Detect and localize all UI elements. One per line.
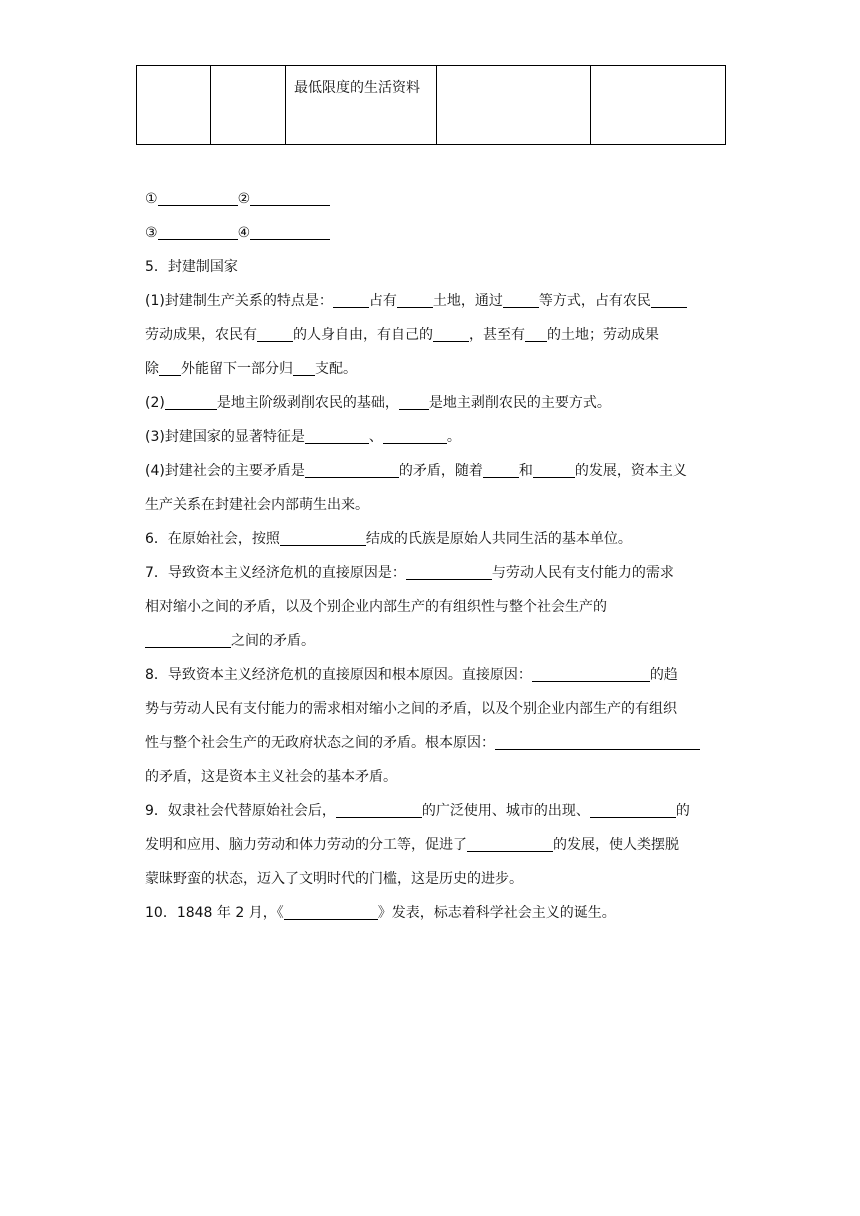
question-text: 与劳动人民有支付能力的需求 <box>491 565 674 581</box>
blank-field[interactable] <box>467 835 553 852</box>
blank-field[interactable] <box>590 801 676 818</box>
question-text: 。 <box>446 429 461 445</box>
question-content <box>145 182 725 930</box>
question-5-1-line-1 <box>145 284 725 318</box>
table-row <box>137 66 726 145</box>
blank-field[interactable] <box>145 631 231 648</box>
question-5-1-line-2 <box>145 318 725 352</box>
question-text: 发明和应用、脑力劳动和体力劳动的分工等，促进了 <box>145 837 467 853</box>
marker-3: ③ <box>145 225 158 241</box>
question-8-line-3 <box>145 726 725 760</box>
question-text: 、 <box>368 429 383 445</box>
question-text: 的 <box>675 803 690 819</box>
question-text: 的矛盾，随着 <box>398 463 483 479</box>
question-text: 6．在原始社会，按照 <box>145 531 280 547</box>
blank-field[interactable] <box>250 223 330 240</box>
question-text: 8．导致资本主义经济危机的直接原因和根本原因。直接原因： <box>145 667 532 683</box>
marker-4: ④ <box>237 225 251 241</box>
blank-field[interactable] <box>280 529 366 546</box>
blank-field[interactable] <box>503 291 539 308</box>
blank-field[interactable] <box>293 359 315 376</box>
question-7-line-1 <box>145 556 725 590</box>
question-text: 等方式，占有农民 <box>538 293 651 309</box>
question-text: 是地主剥削农民的主要方式。 <box>428 395 611 411</box>
question-text: 的土地；劳动成果 <box>547 327 659 343</box>
blank-field[interactable] <box>336 801 422 818</box>
question-8-line-2 <box>145 692 725 726</box>
question-9-line-3 <box>145 862 725 896</box>
question-text: 是地主阶级剥削农民的基础， <box>216 395 399 411</box>
question-text: (3)封建国家的显著特征是 <box>145 429 305 445</box>
blank-field[interactable] <box>305 461 399 478</box>
answer-line-3-4 <box>145 216 725 250</box>
question-5-title <box>145 250 725 284</box>
question-text: 10．1848 年 2 月，《 <box>145 905 284 921</box>
question-text: 7．导致资本主义经济危机的直接原因是： <box>145 565 406 581</box>
question-text: (2) <box>145 395 165 411</box>
question-text: 之间的矛盾。 <box>231 633 315 649</box>
question-5-3 <box>145 420 725 454</box>
question-text: 的趋 <box>649 667 678 683</box>
question-text: 劳动成果，农民有 <box>145 327 257 343</box>
question-text: 势与劳动人民有支付能力的需求相对缩小之间的矛盾，以及个别企业内部生产的有组织 <box>145 701 677 717</box>
blank-field[interactable] <box>433 325 469 342</box>
question-text: 的人身自由，有自己的 <box>293 327 433 343</box>
marker-1: ① <box>145 191 158 207</box>
question-text: 生产关系在封建社会内部萌生出来。 <box>145 497 369 513</box>
question-text: 支配。 <box>315 361 357 377</box>
blank-field[interactable] <box>532 665 650 682</box>
blank-field[interactable] <box>159 359 181 376</box>
question-8-line-4 <box>145 760 725 794</box>
marker-2: ② <box>237 191 251 207</box>
answer-table <box>136 65 726 145</box>
question-text: 占有 <box>368 293 397 309</box>
question-text: 结成的氏族是原始人共同生活的基本单位。 <box>365 531 632 547</box>
table-cell-text: 最低限度的生活资料 <box>286 66 437 145</box>
question-text: 5．封建制国家 <box>145 259 238 275</box>
question-text: 和 <box>518 463 533 479</box>
question-5-4-line-1 <box>145 454 725 488</box>
question-text: (1)封建制生产关系的特点是： <box>145 293 333 309</box>
question-text: 外能留下一部分归 <box>181 361 293 377</box>
table-cell <box>591 66 726 145</box>
blank-field[interactable] <box>533 461 575 478</box>
blank-field[interactable] <box>333 291 369 308</box>
table-cell <box>137 66 211 145</box>
question-text: (4)封建社会的主要矛盾是 <box>145 463 305 479</box>
question-9-line-2 <box>145 828 725 862</box>
question-text: 9．奴隶社会代替原始社会后， <box>145 803 336 819</box>
question-10 <box>145 896 725 930</box>
question-text: 的广泛使用、城市的出现、 <box>421 803 590 819</box>
question-text: 》发表，标志着科学社会主义的诞生。 <box>377 905 616 921</box>
blank-field[interactable] <box>525 325 547 342</box>
question-9-line-1 <box>145 794 725 828</box>
blank-field[interactable] <box>397 291 433 308</box>
question-5-4-line-2 <box>145 488 725 522</box>
question-8-line-1 <box>145 658 725 692</box>
blank-field[interactable] <box>165 393 217 410</box>
blank-field[interactable] <box>383 427 447 444</box>
question-text: 除 <box>145 361 159 377</box>
blank-field[interactable] <box>406 563 492 580</box>
question-text: 相对缩小之间的矛盾，以及个别企业内部生产的有组织性与整个社会生产的 <box>145 599 607 615</box>
question-text: 的矛盾，这是资本主义社会的基本矛盾。 <box>145 769 397 785</box>
question-7-line-2 <box>145 590 725 624</box>
blank-field[interactable] <box>305 427 369 444</box>
blank-field[interactable] <box>284 903 378 920</box>
question-text: 的发展，使人类摆脱 <box>553 837 679 853</box>
blank-field[interactable] <box>495 733 700 750</box>
question-6 <box>145 522 725 556</box>
blank-field[interactable] <box>250 189 330 206</box>
blank-field[interactable] <box>158 189 238 206</box>
question-7-line-3 <box>145 624 725 658</box>
blank-field[interactable] <box>158 223 238 240</box>
blank-field[interactable] <box>399 393 429 410</box>
answer-line-1-2 <box>145 182 725 216</box>
question-5-1-line-3 <box>145 352 725 386</box>
blank-field[interactable] <box>483 461 519 478</box>
question-5-2 <box>145 386 725 420</box>
question-text: ，甚至有 <box>469 327 525 343</box>
question-text: 蒙昧野蛮的状态，迈入了文明时代的门槛，这是历史的进步。 <box>145 871 523 887</box>
table-cell <box>437 66 591 145</box>
question-text: 性与整个社会生产的无政府状态之间的矛盾。根本原因： <box>145 735 495 751</box>
blank-field[interactable] <box>651 291 687 308</box>
question-text: 土地，通过 <box>432 293 503 309</box>
table-cell <box>211 66 286 145</box>
blank-field[interactable] <box>257 325 293 342</box>
question-text: 的发展，资本主义 <box>574 463 687 479</box>
